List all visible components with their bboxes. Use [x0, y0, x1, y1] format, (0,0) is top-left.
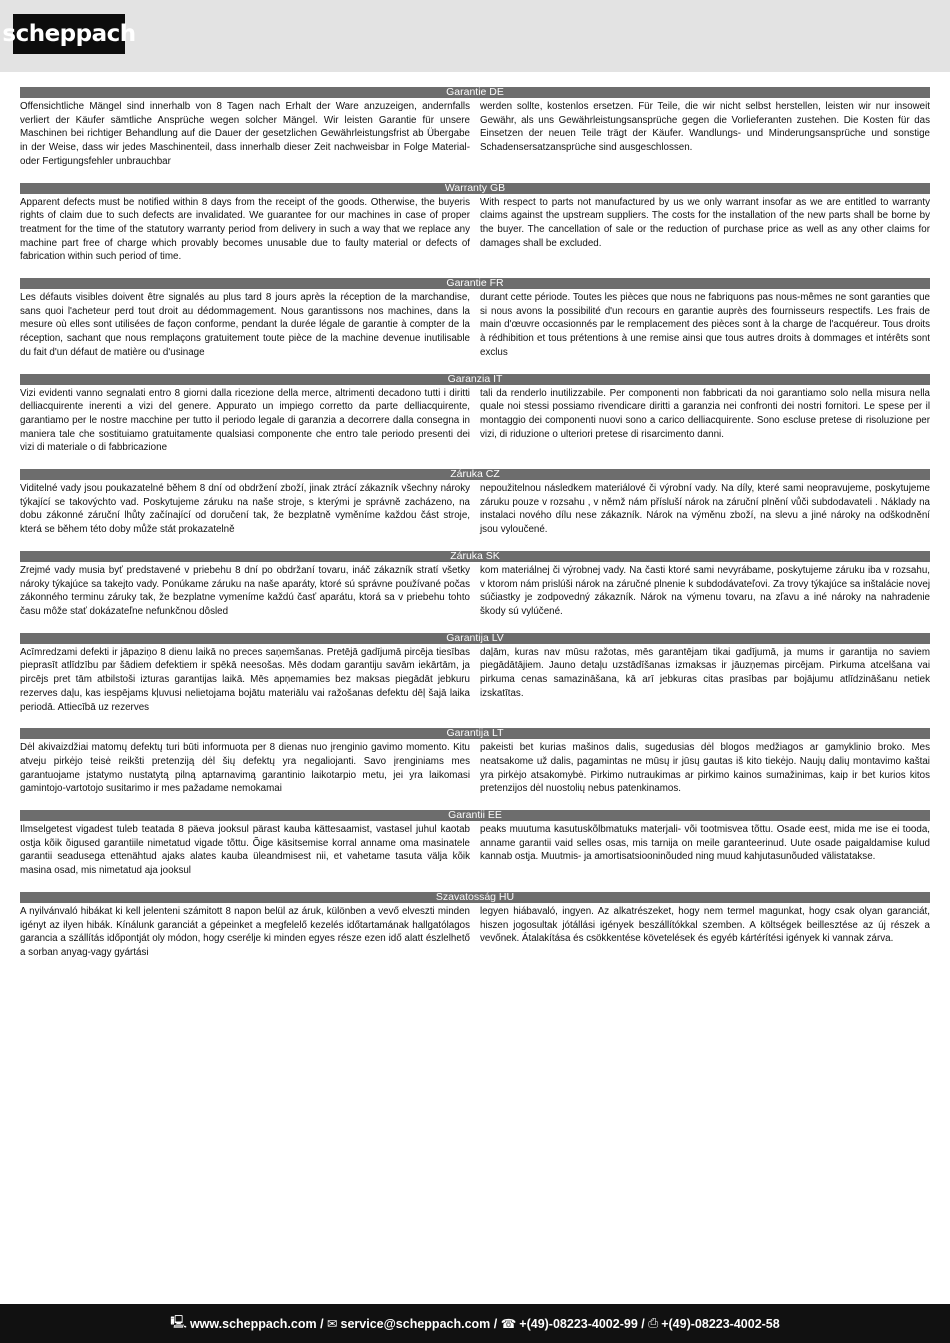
section-text-right: legyen hiábavaló, ingyen. Az alkatrészeket, hogy nem termel magunkat, hogy csak olyan garanciát, hiszen jogosultak jótállási igények beszállítókkal szemben. A költségek beillesztése az új részek a vevőnek. Átalakítása és csökkentése követelések és egyéb kártérítési igények ki vannak zárva. — [480, 905, 930, 945]
section-text-right: daļām, kuras nav mūsu ražotas, mēs garantējam tikai gadījumā, ja mums ir garantija no saviem piegādātājiem. Jauno detaļu uzstādīšanas izmaksas ir jāuzņemas pircējam. Pirkuma atcelšana vai pirkuma cenas samazināšana, kā arī jebkuras citas prasības par bojājumu atlīdzināšanu netiek izskatītas. — [480, 646, 930, 699]
section-title: Garantija LT — [20, 728, 930, 739]
separator: / — [316, 1316, 328, 1331]
warranty-content — [20, 87, 930, 974]
section-text-left: Viditelné vady jsou poukazatelné během 8 dní od obdržení zboží, jinak ztrácí zákazník všechny nároky týkající se takovýchto vad. Poskytujeme záruku na naše stroje, s kterými je správně zacházeno, na dobu zákonné záruční lhůty začínající od doručení tak, že bezplatně vyměníme každou část stroje, která se během této doby může stát prokazatelně — [20, 483, 470, 536]
section-text-right: werden sollte, kostenlos ersetzen. Für Teile, die wir nicht selbst herstellen, leisten wir nur insoweit Gewähr, als uns Gewährleistungsansprüche gegen die Vorlieferanten zustehen. Die Kosten für das Einsetzen der neuen Teile trägt der Käufer. Wandlungs- und Minderungsansprüche und sonstige Schadensersatzansprüche sind ausgeschlossen. — [480, 101, 930, 154]
section-title: Garanzia IT — [20, 374, 930, 385]
section-text-right: nepoužitelnou následkem materiálové či výrobní vady. Na díly, které sami neopravujeme, poskytujeme záruku pouze v rozsahu , v němž nám přísluší nárok na záruční plnění vůči subdodavateli . Náklady na instalaci nového dílu nese zákazník. Nárok na výměnu zboží, na slevu a jiné nároky na odškodnění jsou vyloučené. — [480, 483, 930, 536]
section-text-left: Acīmredzami defekti ir jāpaziņo 8 dienu laikā no preces saņemšanas. Pretējā gadījumā pircēja tiesības pieprasīt atlīdzību par šādiem defektiem ir spēkā neesošas. Mēs dodam garantiju savām iekārtām, ja pircējs pret tām atbilstoši izturas garantijas laikā. Mēs apņemamies bez maksas piegādāt jebkuru rezerves daļu, kas iespējams kļuvusi nelietojama bojātu materiālu vai ražošanas defektu dēļ šajā laika periodā. Attiecībā uz rezerves — [20, 646, 470, 713]
section-title: Záruka SK — [20, 551, 930, 562]
warranty-section-de — [20, 87, 930, 169]
section-text-left: Dėl akivaizdžiai matomų defektų turi būti informuota per 8 dienas nuo įrenginio gavimo momento. Kitu atveju pirkėjo teisė reikšti pretenziją dėl šių defektų yra negaliojanti. Savo įrenginiams mes garantuojame įstatymo nustatytą pilną aptarnavimą garantinio laikotarpio metu, jei yra laikomasi gamintojo-vartotojo susitarimo ir mes pažadame nemokamai — [20, 742, 470, 795]
header-bar — [0, 0, 950, 72]
scheppach-logo: scheppach — [13, 14, 125, 54]
section-text-left: Zrejmé vady musia byť predstavené v priebehu 8 dní po obdržaní tovaru, ináč zákazník stratí všetky nároky týkajúce sa takejto vady. Ponúkame záruku na naše aparáty, ktoré sú správne používané počas zákonného terminu záruky tak, že bezplatne vymeníme každú časť aparátu, ktorá sa v priebehu tohto času môže stať dokázateľne nefunkčnou dôsled — [20, 564, 470, 617]
warranty-section-fr — [20, 278, 930, 360]
section-title: Garantija LV — [20, 633, 930, 644]
section-title: Garantie DE — [20, 87, 930, 98]
warranty-section-sk — [20, 551, 930, 619]
section-text-left: Vizi evidenti vanno segnalati entro 8 giorni dalla ricezione della merce, altrimenti decadono tutti i diritti delliacquirente inerenti a vizi del genere. Appurato un impiego corretto da parte delliacquirente, garantiamo per le nostre macchine per tutto il periodo legale di garanzia a decorrere dalla consegna in maniera tale che sostituiamo gratuitamente qualsiasi componente che entro tale periodo presenti dei vizi di materiale o di fabbricazione — [20, 387, 470, 454]
section-text-left: Les défauts visibles doivent être signalés au plus tard 8 jours après la réception de la marchandise, sans quoi l'acheteur perd tout droit au dédommagement. Nous garantissons nos machines, dans la mesure où elles sont utilisées de façon conforme, pendant la durée légale de garantie à compter de la réception, sachant que nous remplaçons gratuitement toute pièce de la machine devenue inutilisable du fait d'un défaut de matière ou d'usinage — [20, 292, 470, 358]
warranty-section-lt — [20, 728, 930, 796]
section-text-left: Apparent defects must be notified within 8 days from the receipt of the goods. Otherwise, the buyeris rights of claim due to such defects are invalidated. We guarantee for our machines in case of proper treatment for the time of the statutory warranty period from delivery in such a way that we replace any machine part free of charge which provably becomes unusable due to faulty material or defects of fabrication within such period of time. — [20, 196, 470, 263]
section-text-right: pakeisti bet kurias mašinos dalis, sugedusias dėl blogos medžiagos ar gamyklinio broko. Mes neatsakome už dalis, pagamintas ne mūsų ir jūsų gautas iš kito tiekėjo. Naujų dalių montavimo kaštai yra pirkėjo atsakomybė. Pirkimo nutraukimas ar pirkimo kainos sumažinimas, kaip ir bet kurios kitos pretenzijos dėl nuostolių nebus patenkinamos. — [480, 742, 930, 795]
section-text-right: kom materiálnej či výrobnej vady. Na časti ktoré sami nevyrábame, poskytujeme záruku iba v rozsahu, v ktorom nám prislúši nárok na záručné plnenie k subdodávateľovi. Za trovy týkajúce sa inštalácie novej súčiastky je zodpovedný zákazník. Nárok na výmenu tovaru, na zľavu a iné nároky na nahradenie škody sú vylúčené. — [480, 564, 930, 617]
email-link[interactable]: service@scheppach.com — [340, 1316, 491, 1331]
phone-icon: ☎ — [500, 1317, 517, 1331]
warranty-section-ee — [20, 810, 930, 878]
separator: / — [637, 1316, 649, 1331]
separator: / — [490, 1316, 501, 1331]
section-title: Záruka CZ — [20, 469, 930, 480]
warranty-section-gb — [20, 183, 930, 265]
section-text-right: durant cette période. Toutes les pièces que nous ne fabriquons pas nous-mêmes ne sont garanties que si nous avons la possibilité d'un recours en garantie auprès des fournisseurs respectifs. Les frais de main d'œuvre occasionnés par le remplacement des pièces sont à la charge de l'acquéreur. Tous droits à rédhibition et tous prétentions à une remise ainsi que tous autres droits à dommages et intérêts sont exclus — [480, 292, 930, 358]
section-text-right: With respect to parts not manufactured by us we only warrant insofar as we are entitled to warranty claims against the upstream suppliers. The costs for the installation of the new parts shall be borne by the buyer. The cancellation of sale or the reduction of purchase price as well as any other claims for damages shall be excluded. — [480, 196, 930, 249]
warranty-section-it — [20, 374, 930, 456]
computer-icon: 🖳 — [170, 1315, 187, 1329]
section-text-left: Offensichtliche Mängel sind innerhalb von 8 Tagen nach Erhalt der Ware anzuzeigen, andernfalls verliert der Käufer sämtliche Ansprüche wegen solcher Mängel. Wir leisten Garantie für unsere Maschinen bei richtiger Behandlung auf die Dauer der gesetzlichen Gewährleistungsfrist ab Übergabe in der Weise, dass wir jedes Maschinenteil, dass innerhalb dieser Zeit nachweisbar in Folge Material- oder Fertigungsfehler unbrauchbar — [20, 101, 470, 167]
phone-number[interactable]: +(49)-08223-4002-99 — [519, 1316, 638, 1331]
section-title: Warranty GB — [20, 183, 930, 194]
footer-bar — [0, 1304, 950, 1343]
fax-number: +(49)-08223-4002-58 — [661, 1316, 780, 1331]
section-title: Garantie FR — [20, 278, 930, 289]
website-link[interactable]: www.scheppach.com — [189, 1316, 317, 1331]
section-text-right: peaks muutuma kasutuskõlbmatuks materjali- või tootmisvea tõttu. Osade eest, mida me ise ei tooda, anname garantii vaid selles osas, mis tarnija on meile garanteerinud. Uute osade paigaldamise kulud kannab ostja. Muutmis- ja amortisatsiooninõuded ning muud kahjutasunõuded välistatakse. — [480, 824, 930, 863]
mail-icon: ✉ — [327, 1317, 338, 1331]
section-text-left: A nyilvánvaló hibákat ki kell jelenteni számitott 8 napon belül az áruk, különben a vevő elveszti minden igényt az ilyen hibák. Kínálunk garanciát a gépeinket a megfelelő kezelés időtartamának hallgatólagos garancia a szállítás időpontját oly módon, hogy cserélje ki minden egyes része ezen idő alatt észlelhető a sorban anyag-vagy gyártási — [20, 905, 470, 958]
section-title: Garantii EE — [20, 810, 930, 821]
warranty-section-hu — [20, 892, 930, 960]
section-text-left: Ilmselgetest vigadest tuleb teatada 8 päeva jooksul pärast kauba kättesaamist, vastasel juhul kaotab ostja kõik õigused garantiile nimetatud vigade tõttu. Õige käsitsemise korral anname oma masinatele garantii seadusega ettenähtud ajaks alates kauba üleandmisest nii, et vahetame tasuta välja kõik masina osad, mis nimetatud aja jooksul — [20, 824, 470, 877]
warranty-section-lv — [20, 633, 930, 715]
warranty-section-cz — [20, 469, 930, 537]
fax-icon: ⎙ — [648, 1316, 659, 1330]
section-title: Szavatosság HU — [20, 892, 930, 903]
section-text-right: tali da renderlo inutilizzabile. Per componenti non fabbricati da noi garantiamo solo nella misura nella quale noi stessi possiamo rivendicare diritti a garanzia nei confronti dei nostri fornitori. Le spese per il montaggio dei componenti nuovi sono a carico delliacquirente. Sono escluse pretese di risoluzione per vizi, di riduzione o ulteriori pretese di risarcimento danni. — [480, 387, 930, 440]
